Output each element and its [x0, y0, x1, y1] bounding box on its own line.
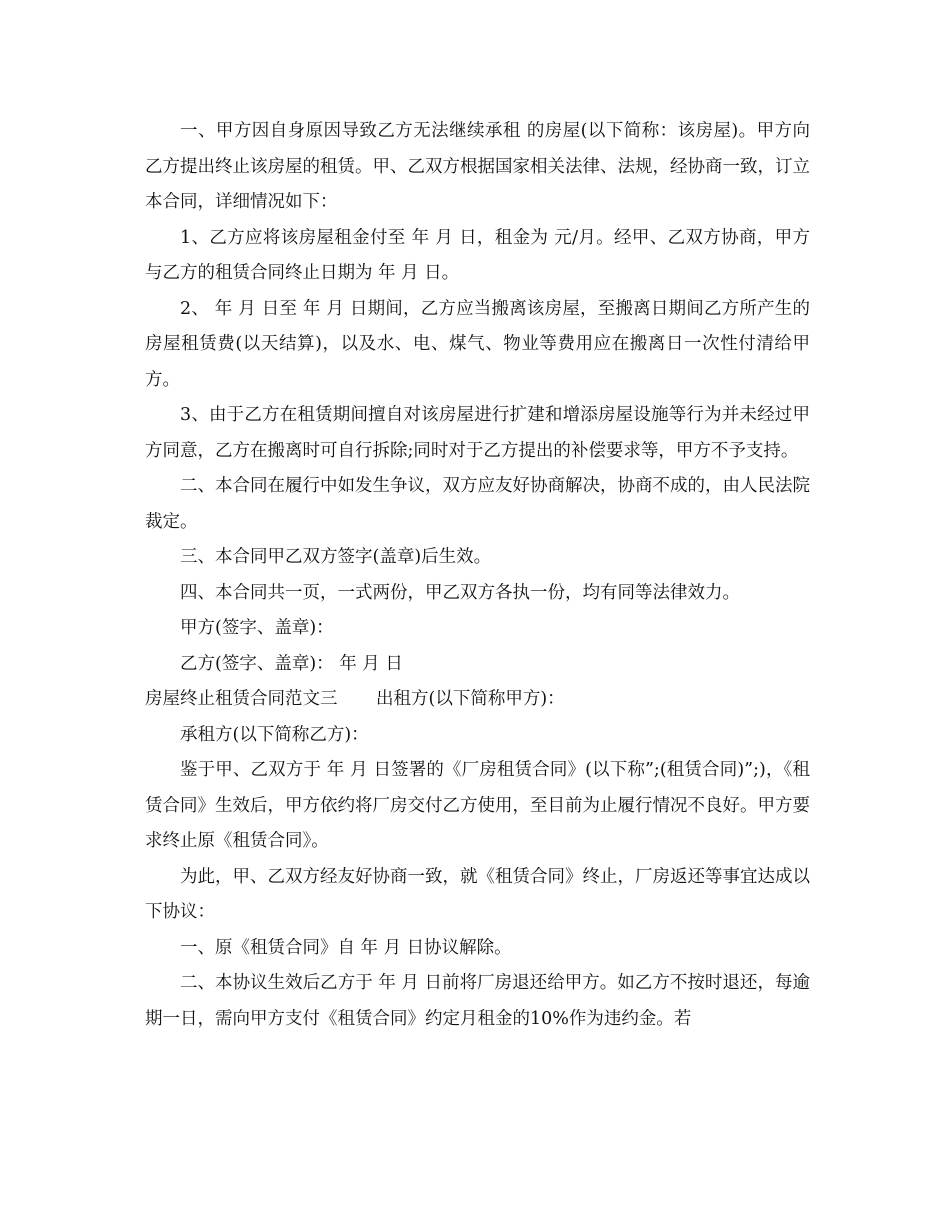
- clause-factory-return: 二、本协议生效后乙方于 年 月 日前将厂房退还给甲方。如乙方不按时退还，每逾期一日，需向甲方支付《租赁合同》约定月租金的10%作为违约金。若: [145, 973, 810, 1029]
- clause-effective: 三、本合同甲乙双方签字(盖章)后生效。: [180, 547, 492, 567]
- section-heading-line: [145, 682, 810, 718]
- section-title: 房屋终止租赁合同范文三: [145, 689, 338, 709]
- lessee-label: 承租方(以下简称乙方)：: [180, 724, 369, 745]
- clause-copies: 四、本合同共一页，一式两份，甲乙双方各执一份，均有同等法律效力。: [180, 582, 740, 603]
- clause-termination-reason: 一、甲方因自身原因导致乙方无法继续承租 的房屋(以下简称：该房屋)。甲方向乙方提出终止该房屋的租赁。甲、乙双方根据国家相关法律、法规，经协商一致，订立本合同，详细情况如下：: [145, 121, 810, 212]
- clause-facilities: 3、由于乙方在租赁期间擅自对该房屋进行扩建和增添房屋设施等行为并未经过甲方同意，乙方在搬离时可自行拆除;同时对于乙方提出的补偿要求等，甲方不予支持。: [145, 405, 810, 461]
- lessor-label: 出租方(以下简称甲方)：: [376, 689, 565, 709]
- clause-rent-payment: 1、乙方应将该房屋租金付至 年 月 日，租金为 元/月。经甲、乙双方协商，甲方与乙方的租赁合同终止日期为 年 月 日。: [145, 227, 810, 283]
- clause-background: 鉴于甲、乙双方于 年 月 日签署的《厂房租赁合同》(以下称”;(租赁合同)”;)，《租赁合同》生效后，甲方依约将厂房交付乙方使用，至目前为止履行情况不良好。甲方要求终止原《租赁合同》。: [145, 760, 810, 851]
- clause-contract-rescind: 一、原《租赁合同》自 年 月 日协议解除。: [180, 937, 512, 958]
- party-a-signature: 甲方(签字、盖章)：: [180, 618, 334, 638]
- party-b-signature: 乙方(签字、盖章)： 年 月 日: [180, 653, 403, 674]
- clause-dispute: 二、本合同在履行中如发生争议，双方应友好协商解决，协商不成的，由人民法院裁定。: [145, 476, 810, 532]
- clause-agreement-intro: 为此，甲、乙双方经友好协商一致，就《租赁合同》终止，厂房返还等事宜达成以下协议：: [145, 866, 810, 922]
- clause-move-out: 2、 年 月 日至 年 月 日期间，乙方应当搬离该房屋，至搬离日期间乙方所产生的房屋租赁费(以天结算)，以及水、电、煤气、物业等费用应在搬离日一次性付清给甲方。: [145, 298, 810, 390]
- document-body: [145, 114, 810, 1037]
